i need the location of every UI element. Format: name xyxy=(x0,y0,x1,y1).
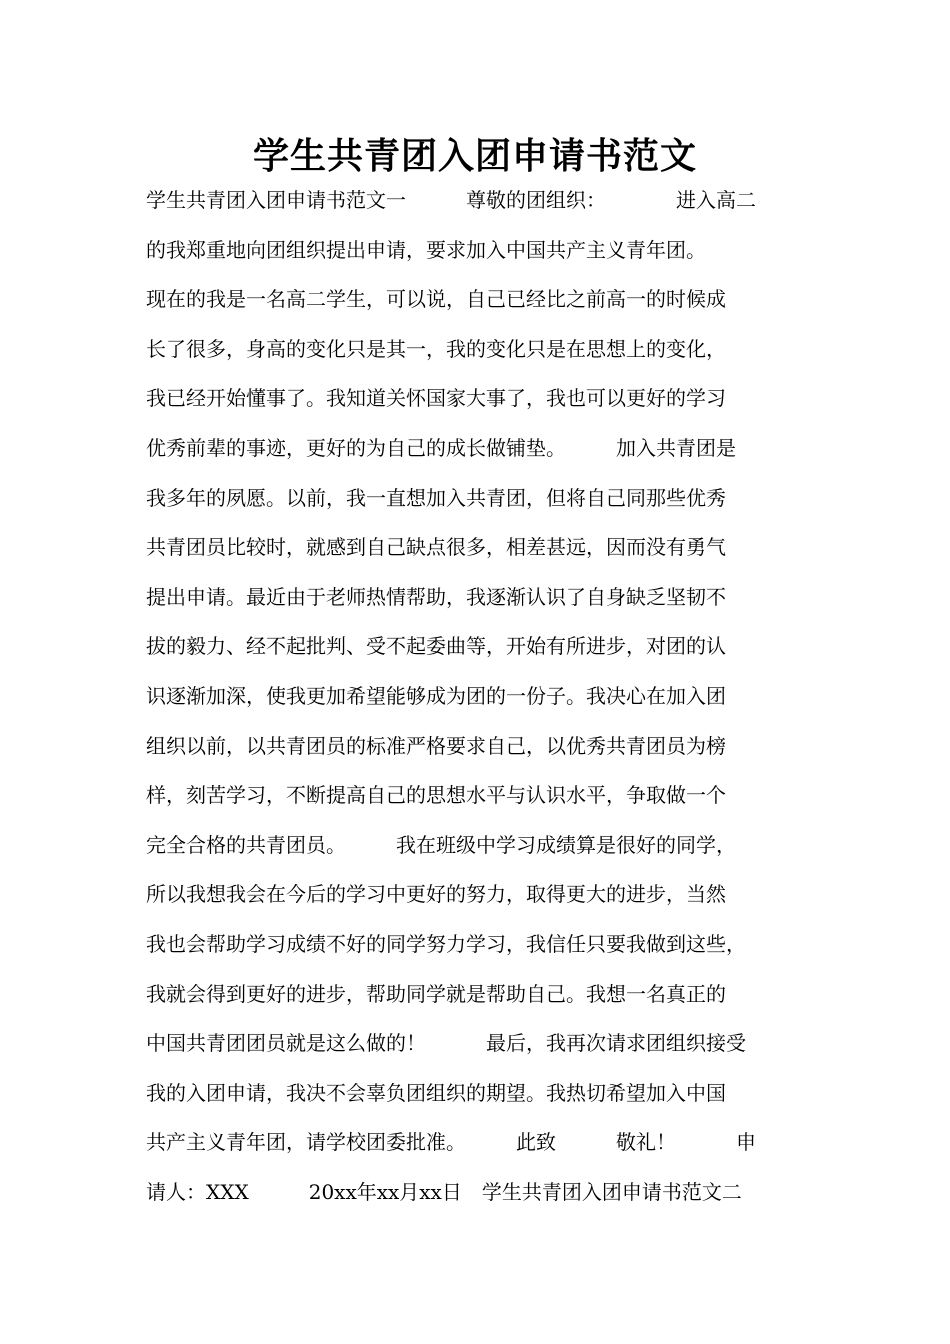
body-line-16: 我也会帮助学习成绩不好的同学努力学习，我信任只要我做到这些， xyxy=(146,931,746,956)
body-line-3: 现在的我是一名高二学生，可以说，自己已经比之前高一的时候成 xyxy=(146,287,726,312)
document-body xyxy=(146,182,846,1223)
body-line-14: 完全合格的共青团员。 我在班级中学习成绩算是很好的同学， xyxy=(146,832,736,857)
body-line-4: 长了很多，身高的变化只是其一，我的变化只是在思想上的变化， xyxy=(146,336,726,361)
body-line-17: 我就会得到更好的进步，帮助同学就是帮助自己。我想一名真正的 xyxy=(146,981,726,1006)
body-line-12: 组织以前，以共青团员的标准严格要求自己，以优秀共青团员为榜 xyxy=(146,733,726,758)
body-line-9: 提出申请。最近由于老师热情帮助，我逐渐认识了自身缺乏坚韧不 xyxy=(146,584,726,609)
body-line-20: 共产主义青年团，请学校团委批准。 此致 敬礼！ 申 xyxy=(146,1130,756,1155)
document-title: 学生共青团入团申请书范文 xyxy=(252,136,697,177)
body-line-21: 请人：XXX 20xx年xx月xx日 学生共青团入团申请书范文二 xyxy=(146,1179,742,1204)
body-line-13: 样，刻苦学习，不断提高自己的思想水平与认识水平，争取做一个 xyxy=(146,783,726,808)
body-line-15: 所以我想我会在今后的学习中更好的努力，取得更大的进步，当然 xyxy=(146,882,726,907)
body-line-6: 优秀前辈的事迹，更好的为自己的成长做铺垫。 加入共青团是 xyxy=(146,435,736,460)
body-line-10: 拔的毅力、经不起批判、受不起委曲等，开始有所进步，对团的认 xyxy=(146,634,726,659)
body-line-2: 的我郑重地向团组织提出申请，要求加入中国共产主义青年团。 xyxy=(146,237,706,262)
body-line-7: 我多年的夙愿。以前，我一直想加入共青团，但将自己同那些优秀 xyxy=(146,485,726,510)
body-line-8: 共青团员比较时，就感到自己缺点很多，相差甚远，因而没有勇气 xyxy=(146,535,726,560)
body-line-18: 中国共青团团员就是这么做的！ 最后，我再次请求团组织接受 xyxy=(146,1031,746,1056)
body-line-19: 我的入团申请，我决不会辜负团组织的期望。我热切希望加入中国 xyxy=(146,1080,726,1105)
body-line-1: 学生共青团入团申请书范文一 尊敬的团组织： 进入高二 xyxy=(146,188,756,212)
body-line-5: 我已经开始懂事了。我知道关怀国家大事了，我也可以更好的学习 xyxy=(146,386,726,411)
body-line-11: 识逐渐加深，使我更加希望能够成为团的一份子。我决心在加入团 xyxy=(146,683,726,708)
